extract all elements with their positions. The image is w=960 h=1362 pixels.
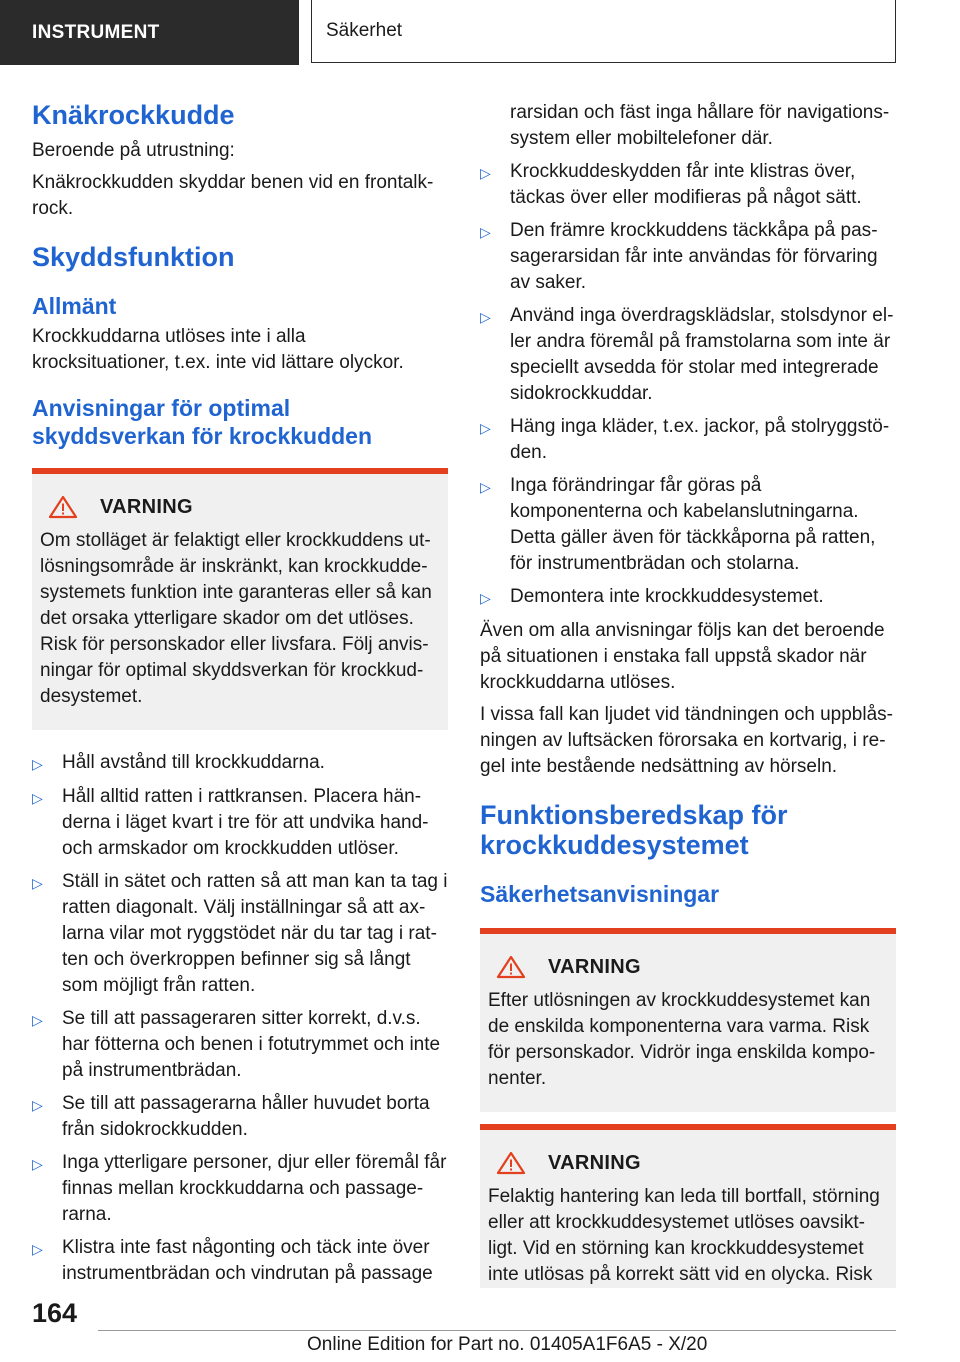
bullet-triangle-icon: ▷ (32, 1241, 43, 1257)
warning-triangle-icon (48, 495, 78, 519)
bullet-triangle-icon: ▷ (32, 1097, 43, 1113)
list-item: ▷ Använd inga överdragsklädslar, stolsdynor eller andra föremål på framstolarna som inte är speciellt avsedda för stolar med integrerade sidokrockkuddar. (480, 303, 896, 407)
section-tab (311, 0, 896, 63)
list-item: ▷ Inga förändringar får göras på komponenterna och kabelanslutningarna. Detta gäller även för täckkåporna på ratten, för instrumentbrädan och stolarna. (480, 473, 896, 577)
list-item: ▷ Den främre krockkuddens täckkåpa på passagerarsidan får inte användas för förvaring av saker. (480, 218, 896, 296)
list-item: ▷ Inga ytterligare personer, djur eller föremål får finnas mellan krockkuddarna och passagerarna. (32, 1150, 448, 1228)
paragraph-even-if: Även om alla anvisningar följs kan det beroende på situationen i enstaka fall uppstå skador när krockkuddarna utlöses. (480, 620, 885, 693)
bullet-triangle-icon: ▷ (480, 309, 491, 325)
warning-title: VARNING (100, 495, 193, 518)
list-item: ▷ Se till att passagerarna håller huvudet borta från sidokrockkudden. (32, 1091, 448, 1143)
list-item: ▷ Håll avstånd till krockkuddarna. (32, 750, 448, 777)
right-column (480, 100, 896, 1288)
heading-protection: Skyddsfunktion (32, 242, 235, 272)
list-item: ▷ Se till att passageraren sitter korrekt, d.v.s. har fötterna och benen i fotutrymmet och inte på instrumentbrädan. (32, 1006, 448, 1084)
warning-title: VARNING (548, 955, 641, 978)
paragraph-hearing: I vissa fall kan ljudet vid tändningen och uppblåsningen av luftsäcken förorsaka en kortvarig, i regel inte bestående nedsättning av hörseln. (480, 704, 893, 777)
bullet-triangle-icon: ▷ (32, 1156, 43, 1172)
bullet-triangle-icon: ▷ (480, 165, 491, 181)
chapter-tab (0, 0, 299, 65)
bullet-triangle-icon: ▷ (480, 420, 491, 436)
list-item: ▷ Klistra inte fast någonting och täck inte över instrumentbrädan och vindrutan på passage (32, 1235, 448, 1287)
equipment-note: Beroende på utrustning: (32, 140, 235, 161)
instruction-list (32, 750, 448, 1287)
instruction-list-continued (480, 100, 896, 611)
section-title: Säkerhet (326, 20, 403, 41)
warning-text: Om stolläget är felaktigt eller krockkuddens utlösningsområde är inskränkt, kan krockkuddesystemets funktion inte garanteras eller så kan det orsaka ytterligare skador om det utlöses. Risk för personskador eller livsfara. Följ anvisningar för optimal skyddsverkan för krockkuddesystemet. (40, 530, 432, 707)
edition-note: Online Edition for Part no. 01405A1F6A5 - X/20 (307, 1334, 708, 1355)
list-item: ▷ Häng inga kläder, t.ex. jackor, på stolryggstöden. (480, 414, 896, 466)
warning-box (32, 468, 448, 730)
list-item: ▷ Ställ in sätet och ratten så att man kan ta tag i ratten diagonalt. Välj inställningar så att axlarna vilar mot ryggstödet när du tar tag i ratten och överkroppen befinner sig så långt som möjligt från ratten. (32, 869, 448, 999)
heading-readiness: Funktionsberedskap för krockkuddesystemet (480, 800, 788, 860)
left-column (32, 100, 448, 1294)
warning-box (480, 1124, 896, 1288)
bullet-triangle-icon: ▷ (480, 590, 491, 606)
list-item: rarsidan och fäst inga hållare för navigationssystem eller mobiltelefoner där. (510, 102, 890, 149)
heading-instructions: Anvisningar för optimal skyddsverkan för krockkudden (32, 395, 373, 449)
bullet-triangle-icon: ▷ (480, 479, 491, 495)
bullet-triangle-icon: ▷ (32, 790, 43, 806)
list-item: ▷ Krockkuddeskydden får inte klistras över, täckas över eller modifieras på något sätt. (480, 159, 896, 211)
warning-triangle-icon (496, 1151, 526, 1175)
heading-safety-instructions: Säkerhetsanvisningar (480, 881, 720, 907)
heading-knee-airbag: Knäkrockkudde (32, 100, 235, 130)
list-item: ▷ Demontera inte krockkuddesystemet. (480, 584, 896, 611)
warning-text: Felaktig hantering kan leda till bortfall, störning eller att krockkuddesystemet utlöses oavsiktligt. Vid en störning kan krockkuddesystemet inte utlösas på korrekt sätt vid en olycka. Risk (488, 1186, 880, 1285)
general-text: Krockkuddarna utlöses inte i alla krocksituationer, t.ex. inte vid lättare olyckor. (32, 326, 404, 373)
heading-general: Allmänt (32, 293, 117, 319)
bullet-triangle-icon: ▷ (32, 1012, 43, 1028)
knee-airbag-text: Knäkrockkudden skyddar benen vid en frontalkrock. (32, 172, 434, 219)
bullet-triangle-icon: ▷ (32, 875, 43, 891)
bullet-triangle-icon: ▷ (32, 756, 43, 772)
footer-divider (98, 1330, 896, 1331)
warning-triangle-icon (496, 955, 526, 979)
list-item: ▷ Håll alltid ratten i rattkransen. Placera händerna i läget kvart i tre för att undvika hand- och armskador om krockkudden utlöser. (32, 784, 448, 862)
bullet-triangle-icon: ▷ (480, 224, 491, 240)
chapter-title: INSTRUMENT (32, 21, 160, 43)
warning-title: VARNING (548, 1151, 641, 1174)
page-number: 164 (32, 1298, 78, 1328)
warning-text: Efter utlösningen av krockkuddesystemet kan de enskilda komponenterna vara varma. Risk för personskador. Vidrör inga enskilda komponenter. (488, 990, 876, 1089)
warning-box (480, 928, 896, 1112)
